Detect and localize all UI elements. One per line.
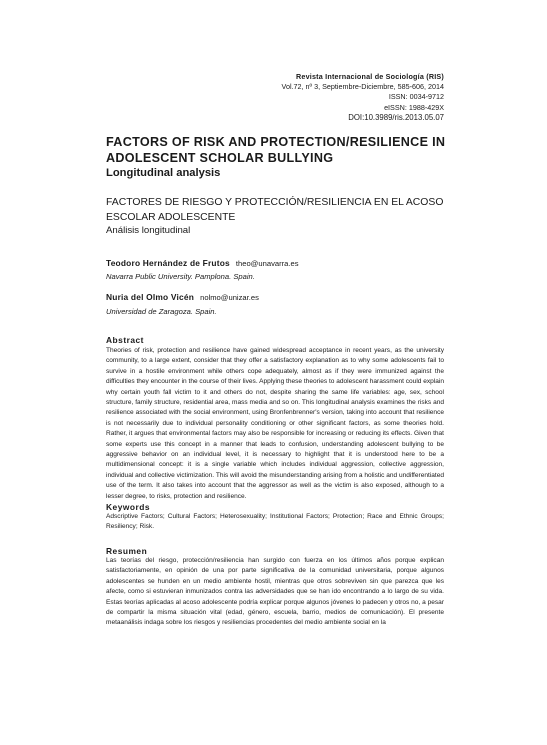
author-1 [106,258,299,269]
keywords-heading: Keywords [106,502,151,512]
author-email: nolmo@unizar.es [200,293,259,302]
title-english: FACTORS OF RISK AND PROTECTION/RESILIENCE IN ADOLESCENT SCHOLAR BULLYING [106,135,446,165]
keywords-text: Adscriptive Factors; Cultural Factors; Heterosexuality; Institutional Factors; Protection; Race and Ethnic Groups; Resiliency; Risk. [106,513,444,531]
journal-volume: Vol.72, nº 3, Septiembre-Diciembre, 585-606, 2014 [281,82,444,92]
author-name: Nuria del Olmo Vicén [106,292,195,302]
journal-header [104,72,444,123]
author-name: Teodoro Hernández de Frutos [106,258,230,268]
abstract-heading: Abstract [106,335,144,345]
resumen-text: Las teorías del riesgo, protección/resiliencia han surgido con fuerza en los últimos años porque explican satisfactoriamente, en opinión de una por parte significativa de la comunidad universitaria, porque algunos adolescentes se hunden en un medio ambiente hostil, mientras que otros sobreviven sin que parezca que les afecte, como si estuvieran inmunizados contra las adversidades que se han ido encontrando a lo largo de su vida. Estas teorías aplicadas al acoso adolescente podría explicar porque algunos jóvenes lo padecen y otros no, a pesar de compartir la misma situación vital (edad, género, escuela, barrio, medios de comunicación). El presente metaanálisis indaga sobre los riesgos y resiliencias procedentes del medio ambiente social en la [106,557,444,627]
subtitle-spanish: Análisis longitudinal [106,225,191,236]
resumen-heading: Resumen [106,546,148,556]
journal-doi: DOI:10.3989/ris.2013.05.07 [348,112,444,122]
journal-issn: ISSN: 0034-9712 [388,92,444,102]
title-spanish: FACTORES DE RIESGO Y PROTECCIÓN/RESILIENCIA EN EL ACOSO ESCOLAR ADOLESCENTE [106,197,444,223]
author-2 [106,292,259,303]
author-email: theo@unavarra.es [235,259,299,268]
author-affiliation: Universidad de Zaragoza. Spain. [106,307,217,316]
journal-eissn: eISSN: 1988-429X [384,102,444,112]
subtitle-english: Longitudinal analysis [106,167,221,179]
author-affiliation: Navarra Public University. Pamplona. Spain. [106,272,255,281]
journal-name: Revista Internacional de Sociología (RIS) [296,72,444,81]
abstract-text: Theories of risk, protection and resilience have gained widespread acceptance in recent years, as the university community, to a large extent, consider that they offer a satisfactory explanation as to why some adolescents fail to survive in a hostile environment while others cope adequately, almost as if they were immunized against the difficulties they encounter in the course of their lives. Applying these theories to adolescent harassment could explain why certain youth fall victim to it and others do not, despite sharing the same life variables: age, sex, school structure, family structure, residential area, mass media and so on. This longitudinal analysis examines the risks and resilience associated with the social environment, using Bronfenbrenner's version, taking into account that resilience is not necessarily due to individual personality conditioning or other significant factors, as some theories hold. Rather, it argues that environmental factors may also be responsible for increasing or reducing its effects. Given that some experts use this concept in a manner that leads to confusion, understanding adolescent bullying to be aggressive behavior on an individual level, it is necessary to highlight that it is understood here to be a multidimensional concept: it is a single variable which includes individual aggression, collective aggression, individual and collective victimization. This will avoid the misunderstanding arising from a holistic and undifferentiated use of the term. It also takes into account that the aggressor as well as the victim is also exposed, although to a lesser degree, to risks, protection and resilience. [106,347,444,500]
